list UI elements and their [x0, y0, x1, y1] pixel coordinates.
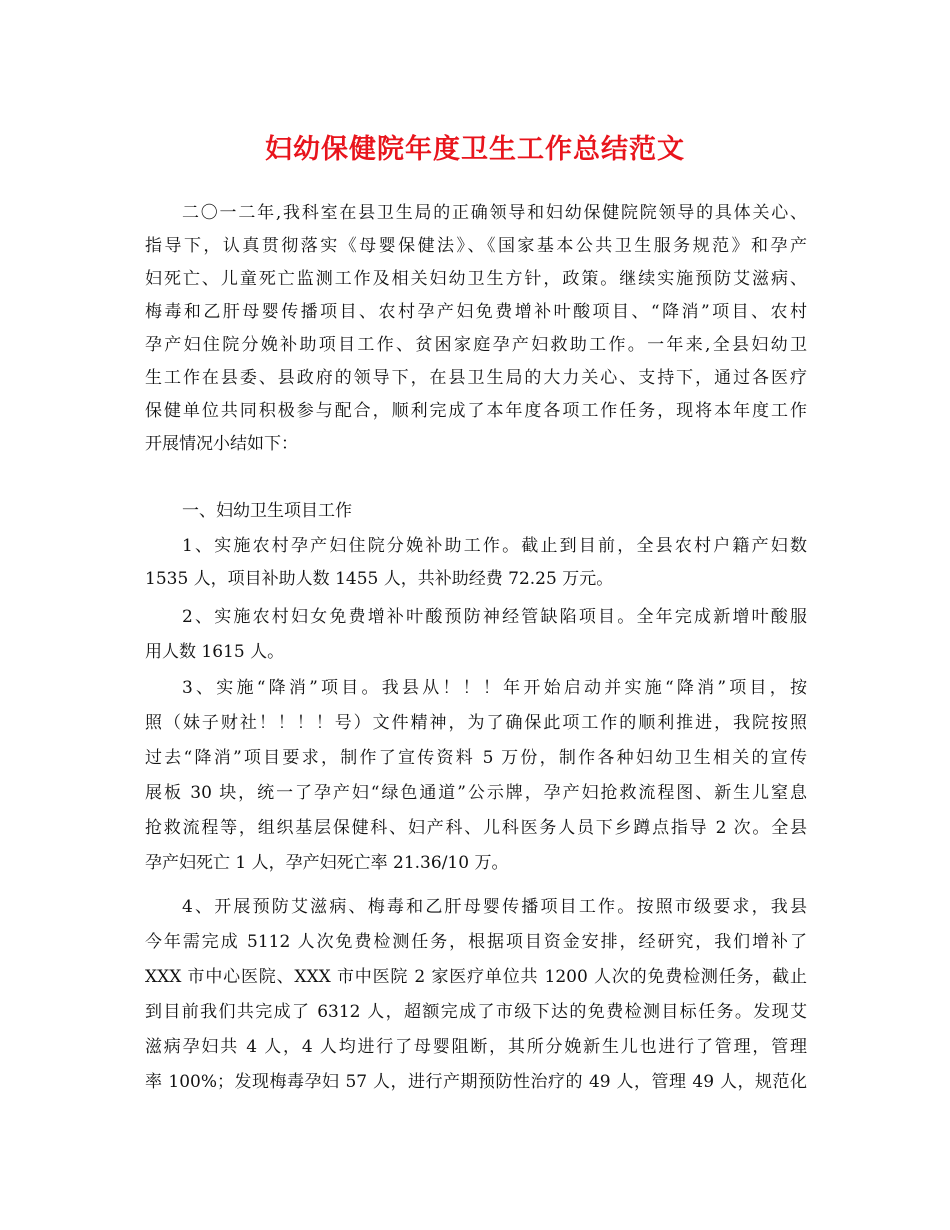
- paragraph-line: 保健单位共同积极参与配合，顺利完成了本年度各项工作任务，现将本年度工作: [145, 401, 807, 421]
- paragraph-line: 3、实施“降消”项目。我县从！！！年开始启动并实施“降消”项目，按: [182, 678, 807, 698]
- paragraph-line: 用人数 1615 人。: [145, 642, 285, 662]
- paragraph-line: 梅毒和乙肝母婴传播项目、农村孕产妇免费增补叶酸项目、“降消”项目、农村: [145, 302, 807, 322]
- paragraph-line: 展板 30 块，统一了孕产妇“绿色通道”公示牌，孕产妇抢救流程图、新生儿窒息: [145, 783, 807, 803]
- paragraph-line: 滋病孕妇共 4 人，4 人均进行了母婴阻断，其所分娩新生儿也进行了管理，管理: [145, 1037, 807, 1057]
- paragraph-line: 2、实施农村妇女免费增补叶酸预防神经管缺陷项目。全年完成新增叶酸服: [182, 607, 807, 627]
- paragraph-line: 今年需完成 5112 人次免费检测任务，根据项目资金安排，经研究，我们增补了: [145, 932, 807, 952]
- paragraph-line: 二〇一二年,我科室在县卫生局的正确领导和妇幼保健院院领导的具体关心、: [182, 203, 807, 223]
- document-title: 妇幼保健院年度卫生工作总结范文: [265, 134, 685, 165]
- paragraph-line: 开展情况小结如下：: [145, 434, 298, 454]
- paragraph-line: 生工作在县委、县政府的领导下，在县卫生局的大力关心、支持下，通过各医疗: [145, 368, 807, 388]
- paragraph-line: 照（妹子财社！！！！号）文件精神，为了确保此项工作的顺利推进，我院按照: [145, 713, 807, 733]
- paragraph-line: 过去“降消”项目要求，制作了宣传资料 5 万份，制作各种妇幼卫生相关的宣传: [145, 748, 807, 768]
- paragraph-line: 1、实施农村孕产妇住院分娩补助工作。截止到目前，全县农村户籍产妇数: [182, 536, 807, 556]
- section-heading: 一、妇幼卫生项目工作: [182, 501, 352, 521]
- paragraph-line: 到目前我们共完成了 6312 人，超额完成了市级下达的免费检测目标任务。发现艾: [145, 1002, 807, 1022]
- paragraph-line: 1535 人，项目补助人数 1455 人，共补助经费 72.25 万元。: [145, 569, 614, 589]
- paragraph-line: 孕产妇住院分娩补助项目工作、贫困家庭孕产妇救助工作。一年来,全县妇幼卫: [145, 335, 807, 355]
- paragraph-line: 4、开展预防艾滋病、梅毒和乙肝母婴传播项目工作。按照市级要求，我县: [182, 897, 807, 917]
- paragraph-line: 孕产妇死亡 1 人，孕产妇死亡率 21.36/10 万。: [145, 853, 509, 873]
- paragraph-line: 指导下，认真贯彻落实《母婴保健法》、《国家基本公共卫生服务规范》和孕产: [145, 236, 807, 256]
- paragraph-line: 率 100%；发现梅毒孕妇 57 人，进行产期预防性治疗的 49 人，管理 49 人，规范化: [145, 1072, 807, 1092]
- paragraph-line: 抢救流程等，组织基层保健科、妇产科、儿科医务人员下乡蹲点指导 2 次。全县: [145, 818, 807, 838]
- paragraph-line: XXX 市中心医院、XXX 市中医院 2 家医疗单位共 1200 人次的免费检测任务，截止: [145, 967, 807, 987]
- paragraph-line: 妇死亡、儿童死亡监测工作及相关妇幼卫生方针，政策。继续实施预防艾滋病、: [145, 269, 807, 289]
